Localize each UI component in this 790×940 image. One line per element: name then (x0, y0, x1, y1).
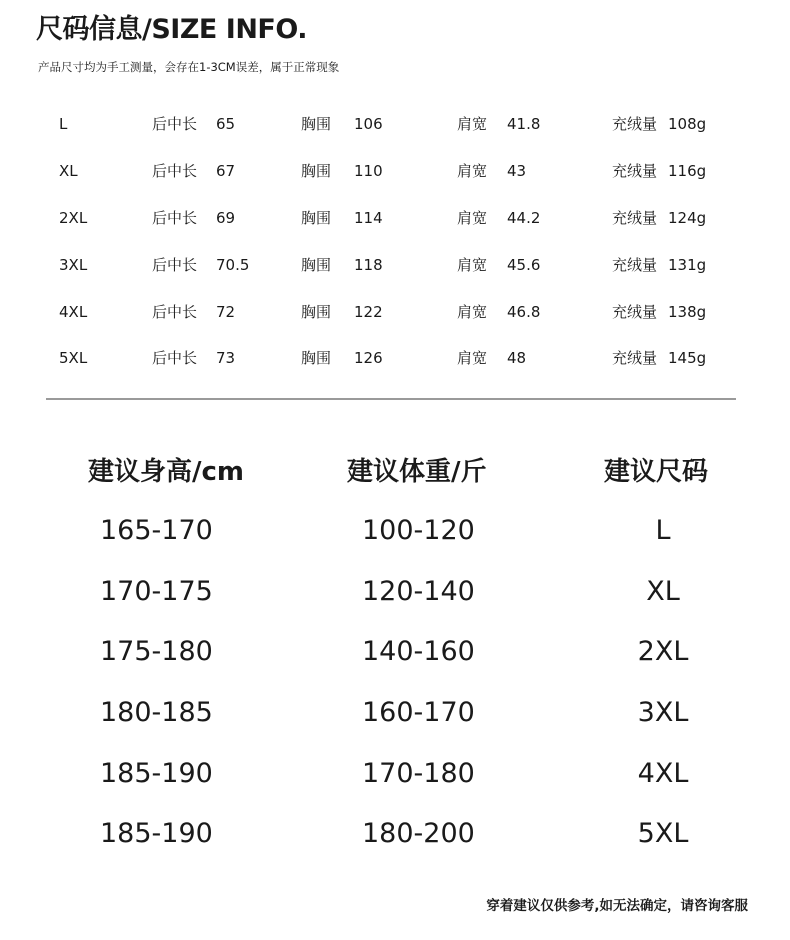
back-length-value: 70.5 (216, 256, 250, 274)
back-length-label: 后中长 (152, 162, 198, 180)
fill-weight-label: 充绒量 (612, 303, 658, 321)
shoulder-label: 肩宽 (457, 115, 488, 133)
recommendation-row (0, 511, 790, 551)
recommended-weight-header: 建议体重/斤 (347, 457, 487, 487)
shoulder-value: 48 (507, 349, 527, 367)
size-cell: L (59, 115, 68, 133)
page-title: 尺码信息/SIZE INFO. (36, 14, 307, 45)
recommended-height-header: 建议身高/cm (88, 457, 245, 487)
shoulder-label: 肩宽 (457, 256, 488, 274)
size-row (0, 205, 790, 231)
chest-value: 126 (354, 349, 383, 367)
back-length-value: 73 (216, 349, 236, 367)
size-cell: XL (59, 162, 78, 180)
size-cell: 3XL (59, 256, 88, 274)
recommended-size: 4XL (637, 758, 689, 789)
recommendation-row (0, 693, 790, 733)
shoulder-value: 41.8 (507, 115, 541, 133)
fill-weight-value: 138g (668, 303, 707, 321)
fill-weight-label: 充绒量 (612, 349, 658, 367)
chest-label: 胸围 (301, 115, 332, 133)
chest-label: 胸围 (301, 256, 332, 274)
shoulder-value: 45.6 (507, 256, 541, 274)
recommended-size: L (655, 515, 671, 546)
weight-range: 120-140 (362, 576, 475, 607)
fill-weight-label: 充绒量 (612, 115, 658, 133)
back-length-label: 后中长 (152, 256, 198, 274)
chest-value: 118 (354, 256, 383, 274)
back-length-value: 69 (216, 209, 236, 227)
shoulder-label: 肩宽 (457, 303, 488, 321)
recommendation-row (0, 814, 790, 854)
recommendation-row (0, 632, 790, 672)
recommended-size: XL (646, 576, 680, 607)
size-row (0, 345, 790, 371)
size-row (0, 252, 790, 278)
shoulder-label: 肩宽 (457, 162, 488, 180)
fill-weight-value: 124g (668, 209, 707, 227)
fill-weight-label: 充绒量 (612, 162, 658, 180)
measurement-note: 产品尺寸均为手工测量，会存在1-3CM误差，属于正常现象 (38, 60, 340, 74)
footer-note: 穿着建议仅供参考,如无法确定，请咨询客服 (486, 898, 748, 914)
back-length-value: 72 (216, 303, 236, 321)
size-row (0, 111, 790, 137)
weight-range: 140-160 (362, 636, 475, 667)
chest-value: 114 (354, 209, 383, 227)
size-row (0, 299, 790, 325)
chest-label: 胸围 (301, 303, 332, 321)
weight-range: 170-180 (362, 758, 475, 789)
back-length-value: 67 (216, 162, 236, 180)
size-cell: 2XL (59, 209, 88, 227)
section-divider (46, 398, 736, 400)
height-range: 175-180 (100, 636, 213, 667)
recommended-size: 2XL (637, 636, 689, 667)
back-length-label: 后中长 (152, 303, 198, 321)
back-length-label: 后中长 (152, 115, 198, 133)
recommendation-row (0, 754, 790, 794)
shoulder-label: 肩宽 (457, 209, 488, 227)
weight-range: 160-170 (362, 697, 475, 728)
fill-weight-value: 145g (668, 349, 707, 367)
recommended-size: 3XL (637, 697, 689, 728)
shoulder-value: 46.8 (507, 303, 541, 321)
size-cell: 4XL (59, 303, 88, 321)
chest-label: 胸围 (301, 209, 332, 227)
height-range: 170-175 (100, 576, 213, 607)
shoulder-label: 肩宽 (457, 349, 488, 367)
height-range: 180-185 (100, 697, 213, 728)
fill-weight-label: 充绒量 (612, 209, 658, 227)
chest-value: 122 (354, 303, 383, 321)
back-length-label: 后中长 (152, 209, 198, 227)
shoulder-value: 43 (507, 162, 527, 180)
back-length-value: 65 (216, 115, 236, 133)
size-cell: 5XL (59, 349, 88, 367)
chest-label: 胸围 (301, 162, 332, 180)
weight-range: 180-200 (362, 818, 475, 849)
chest-value: 106 (354, 115, 383, 133)
recommendation-row (0, 572, 790, 612)
chest-value: 110 (354, 162, 383, 180)
recommended-size-header: 建议尺码 (604, 457, 709, 487)
shoulder-value: 44.2 (507, 209, 541, 227)
height-range: 165-170 (100, 515, 213, 546)
back-length-label: 后中长 (152, 349, 198, 367)
weight-range: 100-120 (362, 515, 475, 546)
recommended-size: 5XL (637, 818, 689, 849)
fill-weight-value: 116g (668, 162, 707, 180)
chest-label: 胸围 (301, 349, 332, 367)
fill-weight-value: 108g (668, 115, 707, 133)
height-range: 185-190 (100, 758, 213, 789)
size-row (0, 158, 790, 184)
fill-weight-value: 131g (668, 256, 707, 274)
height-range: 185-190 (100, 818, 213, 849)
fill-weight-label: 充绒量 (612, 256, 658, 274)
